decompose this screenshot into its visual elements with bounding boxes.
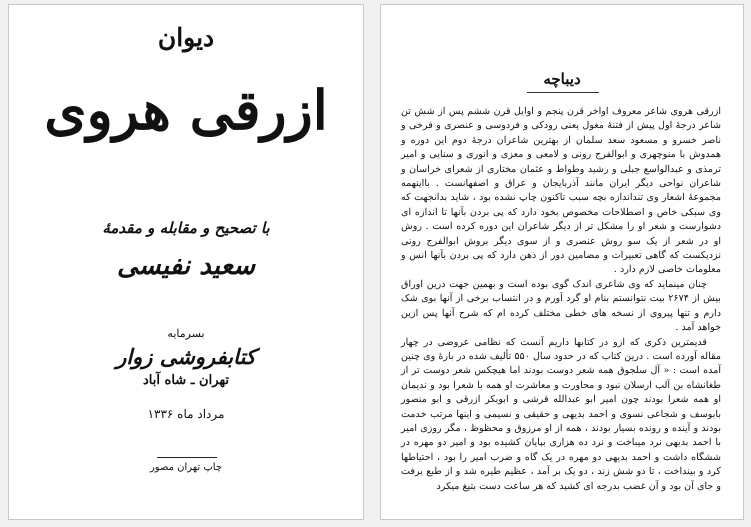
preface-title: دیباچه [543, 70, 581, 88]
preface-paragraph: قدیمترین ذکری که ازو در کتابها داریم آنست که نظامی عروضی در چهار مقاله آورده است . درین کتاب که در حدود سال ۵۵۰ تألیف شده در بارهٔ وی چنین آمده است : « آل سلجوق همه شعر دوست بودند اما هیچکس شعر دوست تر از طغانشاه بن آلب ارسلان نبود و محاورت و معاشرت او همه با شعرا بود و ندیمان او همه شعرا بودند چون امیر ابو عبدالله قرشی و ابوبکر ازرقی و ابو منصور بابوسف و شجاعی نسوی و احمد بدیهی و حقیقی و نسیمی و اینها مرتب خدمت بودند و آینده و رونده بسیار بودند ، همه از او مرزوق و محظوظ ، مگر روزی امیر با احمد بدیهی نرد میباخت و نرد ده هزاری بپایان کشیده بود و امیر دو مهره در ششگاه داشت و احمد بدیهی دو مهره در یک گاه و ضرب امیر را بود ، احتیاطها کرد و بینداخت ، تا دو شش زند ، دو یک بر آمد ، عظیم طیره شد و از طبع برفت و جای آن بود و آن غضب بدرجه ای کشید که هر ساعت دست بتیغ میکرد [401, 336, 721, 492]
publisher-city: تهران ـ شاه آباد [143, 373, 229, 388]
printer-divider [157, 457, 217, 458]
right-page-preface [380, 4, 744, 520]
divan-heading: دیوان [157, 23, 215, 52]
publication-date: مرداد ماه ۱۳۳۶ [147, 407, 225, 421]
left-page-title-page [8, 4, 364, 520]
patron-label: بسرمایه [167, 327, 205, 340]
poet-name-title: ازرقی هروی [44, 78, 328, 142]
preface-paragraph: چنان مینماید که وی شاعری اندک گوی بوده است و بهمین جهت درین اوراق بیش از ۲۶۷۴ بیت نتوانستم بنام او گرد آورم و در انتساب برخی از آنها بوی شک دارم و تنها پیروی از نسخه های خطی مختلف کرده ام که شرح آنها پس ازین خواهد آمد . [401, 278, 721, 334]
printer-line: چاپ تهران مصور [149, 462, 223, 473]
title-underline [527, 92, 599, 93]
publisher-name: کتابفروشی زوار [116, 344, 256, 369]
editor-name: سعید نفیسی [117, 251, 255, 281]
preface-paragraph: ازرقی هروی شاعر معروف اواخر قرن پنجم و اوایل قرن ششم پس از شش تن شاعر درجهٔ اول پیش از فتنهٔ مغول یعنی رودکی و فردوسی و عنصری و فرخی و ناصر خسرو و مسعود سعد سلمان از بهترین شاعران درجهٔ دوم این دوره و همدوش با منوچهری و ابوالفرج رونی و لامعی و معزی و انوری و سنایی و امیر ترمذی و عبدالواسع جبلی و رشید وطواط و عثمان مختاری از شعرای خراسان و شاعران نواحی دیگر ایران مانند آذربایجان و عراق و اصفهانست . بااینهمه مجموعهٔ اشعار وی تنداندازه بچه سبب تاکنون چاپ نشده بود ، شاید بدانجهت که وی سبکی خاص و اصطلاحات مخصوص بخود دارد که پی بردن بآنها تا اندازه ای دشوارست و شعر او را مشکل تر از دیگر شاعران این دوره کرده است . روش او در شعر از یک سو روش عنصری و از سوی دیگر بروش ابوالفرج رونی نزدیکست که گاهی تعبیرات و مضامین دور از ذهن دارد که پی بردن بآنها انس و معلومات خاصی لازم دارد . [401, 106, 721, 276]
edition-line: با تصحیح و مقابله و مقدمهٔ [102, 219, 270, 237]
preface-body [401, 105, 721, 494]
